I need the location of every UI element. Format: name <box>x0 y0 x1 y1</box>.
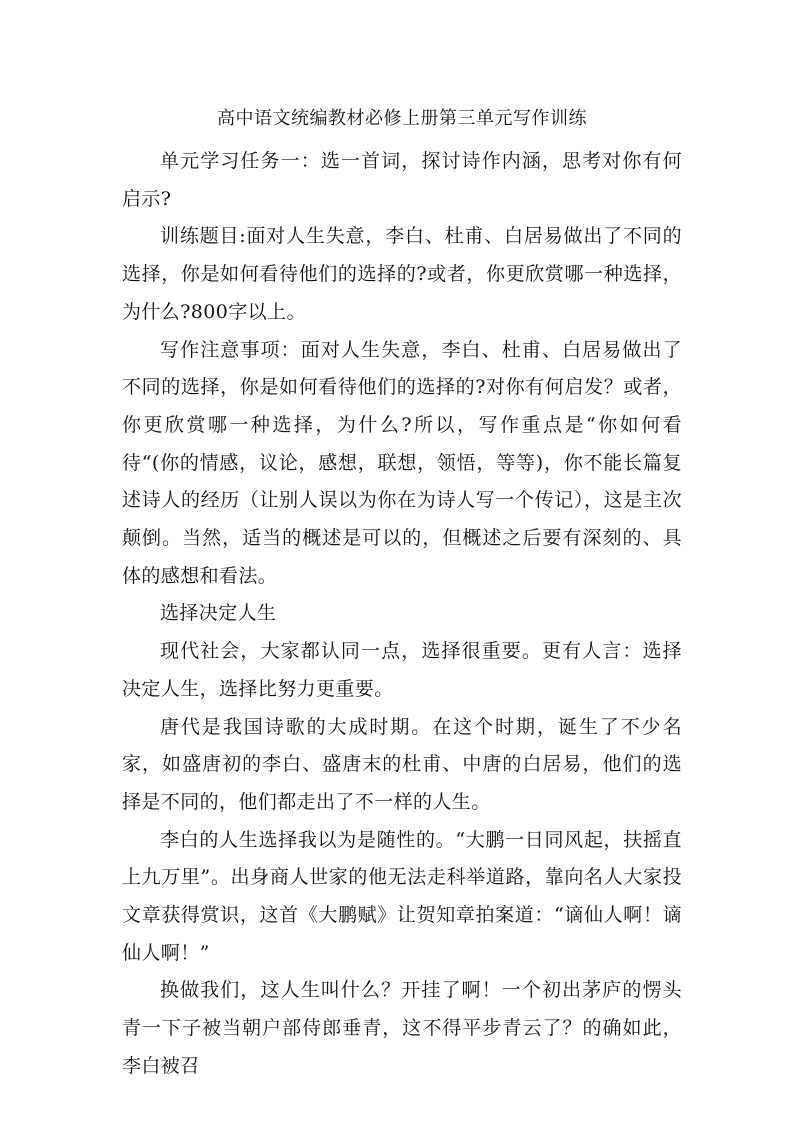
paragraph-body: 换做我们，这人生叫什么？开挂了啊！一个初出茅庐的愣头青一下子被当朝户部侍郎垂青，这不得平步青云了？的确如此，李白被召 <box>122 979 682 1077</box>
paragraph-notes: 写作注意事项：面对人生失意，李白、杜甫、白居易做出了不同的选择，你是如何看待他们的选择的?对你有何启发？或者，你更欣赏哪一种选择，为什么?所以，写作重点是“你如何看待“(你的情感，议论，感想，联想，领悟，等等)，你不能长篇复述诗人的经历（让别人误以为你在为诗人写一个传记），这是主次颠倒。当然，适当的概述是可以的，但概述之后要有深刻的、具体的感想和看法。 <box>122 338 682 587</box>
paragraph-body: 唐代是我国诗歌的大成时期。在这个时期，诞生了不少名家，如盛唐初的李白、盛唐末的杜甫、中唐的白居易，他们的选择是不同的，他们都走出了不一样的人生。 <box>122 715 682 813</box>
paragraph-body: 李白的人生选择我以为是随性的。“大鹏一日同风起，扶摇直上九万里”。出身商人世家的他无法走科举道路，靠向名人大家投文章获得赏识，这首《大鹏赋》让贺知章拍案道：“谪仙人啊！谪仙人啊！” <box>122 828 682 964</box>
paragraph-prompt: 训练题目:面对人生失意，李白、杜甫、白居易做出了不同的选择，你是如何看待他们的选择的?或者，你更欣赏哪一种选择，为什么?800字以上。 <box>122 225 682 323</box>
paragraph-body: 现代社会，大家都认同一点，选择很重要。更有人言：选择决定人生，选择比努力更重要。 <box>122 640 682 700</box>
essay-heading: 选择决定人生 <box>160 602 277 625</box>
paragraph-task: 单元学习任务一：选一首词，探讨诗作内涵，思考对你有何启示? <box>122 150 682 210</box>
document-title: 高中语文统编教材必修上册第三单元写作训练 <box>217 108 587 129</box>
